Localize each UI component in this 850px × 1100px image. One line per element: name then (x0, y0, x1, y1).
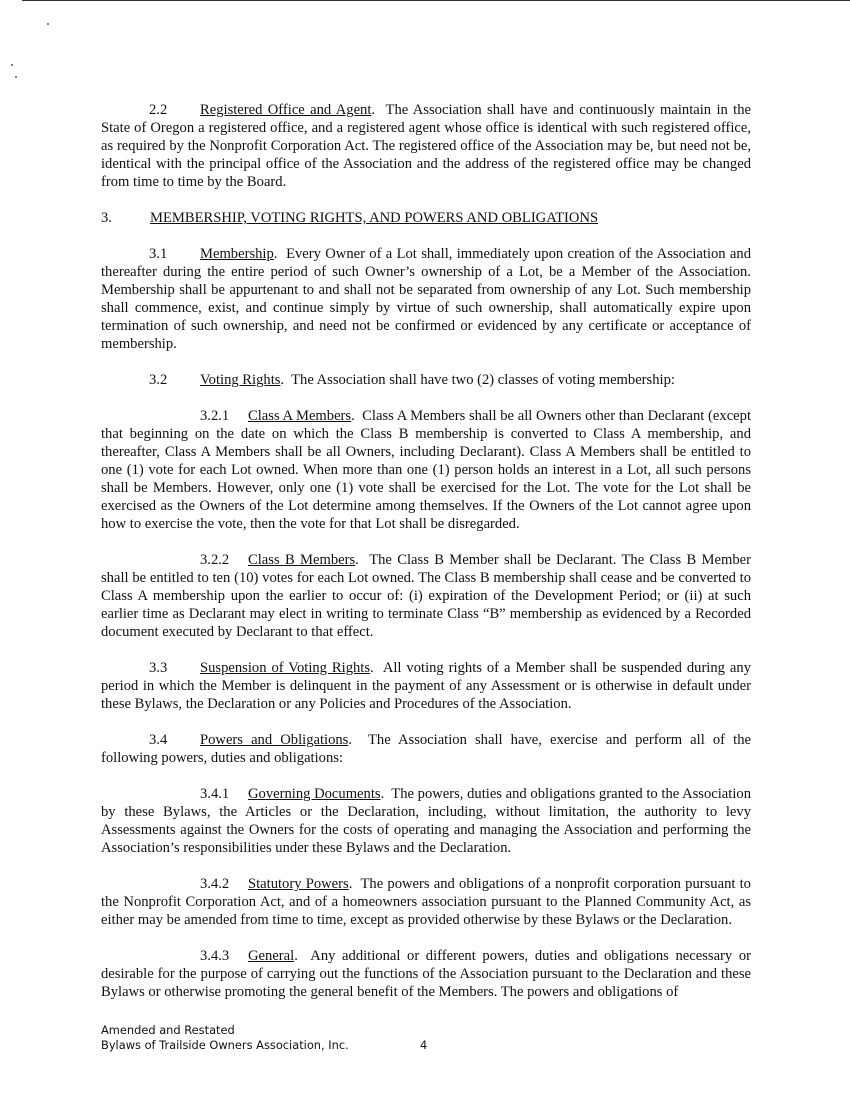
scan-top-border (22, 0, 850, 1)
section-title: Powers and Obligations (200, 732, 349, 748)
section-3-4-3: 3.4.3 General. Any additional or different powers, duties and obligations necessary or desirable for the purpose of carrying out the functions of the Association pursuant to the Declaration and these Bylaws or otherwise promoting the general benefit of the Members. The powers and obligations of (101, 948, 751, 1000)
section-3-3: 3.3 Suspension of Voting Rights. All voting rights of a Member shall be suspended during any period in which the Member is delinquent in the payment of any Assessment or is otherwise in default under these Bylaws, the Declaration or any Policies and Procedures of the Association. (101, 660, 751, 712)
section-body: The Association shall have two (2) classes of voting membership: (291, 372, 675, 388)
section-3-4: 3.4 Powers and Obligations. The Association shall have, exercise and perform all of the following powers, duties and obligations: (101, 732, 751, 766)
section-body: The Association shall have, exercise and perform all of the following powers, duties and obligations: (101, 732, 751, 766)
section-body: Every Owner of a Lot shall, immediately upon creation of the Association and thereafter during the entire period of such Owner’s ownership of a Lot, be a Member of the Association. Membership shall be appurtenant to and shall not be separated from ownership of any Lot. Such membership shall commence, exist, and continue simply by virtue of such ownership, shall automatically expire upon termination of such ownership, and need not be confirmed or evidenced by any certificate or acceptance of membership. (101, 246, 751, 352)
section-title: General (248, 948, 295, 964)
page-number: 4 (420, 1038, 428, 1052)
section-title: Class A Members (248, 408, 352, 424)
section-number: 3.4.1 (200, 786, 230, 802)
section-title: MEMBERSHIP, VOTING RIGHTS, AND POWERS AND OBLIGATIONS (150, 210, 599, 226)
section-body: The powers, duties and obligations granted to the Association by these Bylaws, the Articles or the Declaration, including, without limitation, the authority to levy Assessments against the Owners for the costs of operating and managing the Association and performing the Association’s responsibilities under these Bylaws and the Declaration. (101, 786, 751, 856)
section-body: The powers and obligations of a nonprofit corporation pursuant to the Nonprofit Corporation Act, and of a homeowners association pursuant to the Planned Community Act, as either may be amended from time to time, except as provided otherwise by these Bylaws or the Declaration. (101, 876, 751, 928)
footer-line-2: Bylaws of Trailside Owners Association, Inc. (101, 1038, 349, 1052)
section-number: 3.1 (149, 246, 168, 262)
section-number: 2.2 (149, 102, 168, 118)
section-3-2: 3.2 Voting Rights. The Association shall have two (2) classes of voting membership: (149, 372, 675, 388)
section-title: Suspension of Voting Rights (200, 660, 371, 676)
section-3-1: 3.1 Membership. Every Owner of a Lot shall, immediately upon creation of the Association and thereafter during the entire period of such Owner’s ownership of a Lot, be a Member of the Association. Membership shall be appurtenant to and shall not be separated from ownership of any Lot. Such membership shall commence, exist, and continue simply by virtue of such ownership, shall automatically expire upon termination of such ownership, and need not be confirmed or evidenced by any certificate or acceptance of membership. (101, 246, 751, 352)
page-footer (101, 1023, 349, 1053)
section-body: The Class B Member shall be Declarant. The Class B Member shall be entitled to ten (10) votes for each Lot owned. The Class B membership shall cease and be converted to Class A membership upon the earlier to occur of: (i) expiration of the Development Period; or (ii) at such earlier time as Declarant may elect in writing to terminate Class “B” membership as evidenced by a Recorded document executed by Declarant to that effect. (101, 552, 751, 640)
section-body: All voting rights of a Member shall be suspended during any period in which the Member is delinquent in the payment of any Assessment or is otherwise in default under these Bylaws, the Declaration or any Policies and Procedures of the Association. (101, 660, 751, 712)
section-number: 3.4 (149, 732, 168, 748)
section-body: The Association shall have and continuously maintain in the State of Oregon a registered office, and a registered agent whose office is identical with such registered office, as required by the Nonprofit Corporation Act. The registered office of the Association may be, but need not be, identical with the principal office of the Association and the address of the registered office may be changed from time to time by the Board. (101, 102, 751, 190)
scan-speck (15, 76, 17, 78)
section-title: Governing Documents (248, 786, 381, 802)
section-body: Any additional or different powers, duties and obligations necessary or desirable for the purpose of carrying out the functions of the Association pursuant to the Declaration and these Bylaws or otherwise promoting the general benefit of the Members. The powers and obligations of (101, 948, 751, 1000)
section-number: 3.4.2 (200, 876, 230, 892)
scan-speck (11, 64, 13, 66)
section-title: Membership (200, 246, 274, 262)
section-3-2-2: 3.2.2 Class B Members. The Class B Member shall be Declarant. The Class B Member shall be entitled to ten (10) votes for each Lot owned. The Class B membership shall cease and be converted to Class A membership upon the earlier to occur of: (i) expiration of the Development Period; or (ii) at such earlier time as Declarant may elect in writing to terminate Class “B” membership as evidenced by a Recorded document executed by Declarant to that effect. (101, 552, 751, 640)
section-title: Statutory Powers (248, 876, 349, 892)
section-number: 3.3 (149, 660, 168, 676)
section-3-2-1: 3.2.1 Class A Members. Class A Members shall be all Owners other than Declarant (except that beginning on the date on which the Class B membership is converted to Class A membership, and thereafter, Class A Members shall be all Owners, including Declarant). Class A Members shall be entitled to one (1) vote for each Lot owned. When more than one (1) person holds an interest in a Lot, all such persons shall be Members. However, only one (1) vote shall be exercised for the Lot. The vote for the Lot shall be exercised as the Owners of the Lot determine among themselves. If the Owners of the Lot cannot agree upon how to exercise the vote, then the vote for that Lot shall be disregarded. (101, 408, 752, 532)
section-number: 3. (101, 210, 112, 226)
section-number: 3.2.1 (200, 408, 230, 424)
section-3-4-2: 3.4.2 Statutory Powers. The powers and obligations of a nonprofit corporation pursuant to the Nonprofit Corporation Act, and of a homeowners association pursuant to the Planned Community Act, as either may be amended from time to time, except as provided otherwise by these Bylaws or the Declaration. (101, 876, 751, 928)
section-2-2: 2.2 Registered Office and Agent. The Association shall have and continuously maintain in the State of Oregon a registered office, and a registered agent whose office is identical with such registered office, as required by the Nonprofit Corporation Act. The registered office of the Association may be, but need not be, identical with the principal office of the Association and the address of the registered office may be changed from time to time by the Board. (101, 102, 751, 190)
section-title: Voting Rights (200, 372, 281, 388)
section-3-heading (101, 209, 751, 227)
section-number: 3.2.2 (200, 552, 230, 568)
section-title: Class B Members (248, 552, 356, 568)
section-number: 3.4.3 (200, 948, 230, 964)
scan-speck (47, 23, 49, 25)
section-number: 3.2 (149, 372, 168, 388)
footer-line-1: Amended and Restated (101, 1023, 235, 1037)
section-3-4-1: 3.4.1 Governing Documents. The powers, duties and obligations granted to the Association by these Bylaws, the Articles or the Declaration, including, without limitation, the authority to levy Assessments against the Owners for the costs of operating and managing the Association and performing the Association’s responsibilities under these Bylaws and the Declaration. (101, 786, 751, 856)
document-body (101, 101, 751, 1001)
section-body: Class A Members shall be all Owners other than Declarant (except that beginning on the date on which the Class B membership is converted to Class A membership, and thereafter, Class A Members shall be all Owners, including Declarant). Class A Members shall be entitled to one (1) vote for each Lot owned. When more than one (1) person holds an interest in a Lot, all such persons shall be Members. However, only one (1) vote shall be exercised for the Lot. The vote for the Lot shall be exercised as the Owners of the Lot determine among themselves. If the Owners of the Lot cannot agree upon how to exercise the vote, then the vote for that Lot shall be disregarded. (101, 408, 752, 532)
section-title: Registered Office and Agent (200, 102, 372, 118)
